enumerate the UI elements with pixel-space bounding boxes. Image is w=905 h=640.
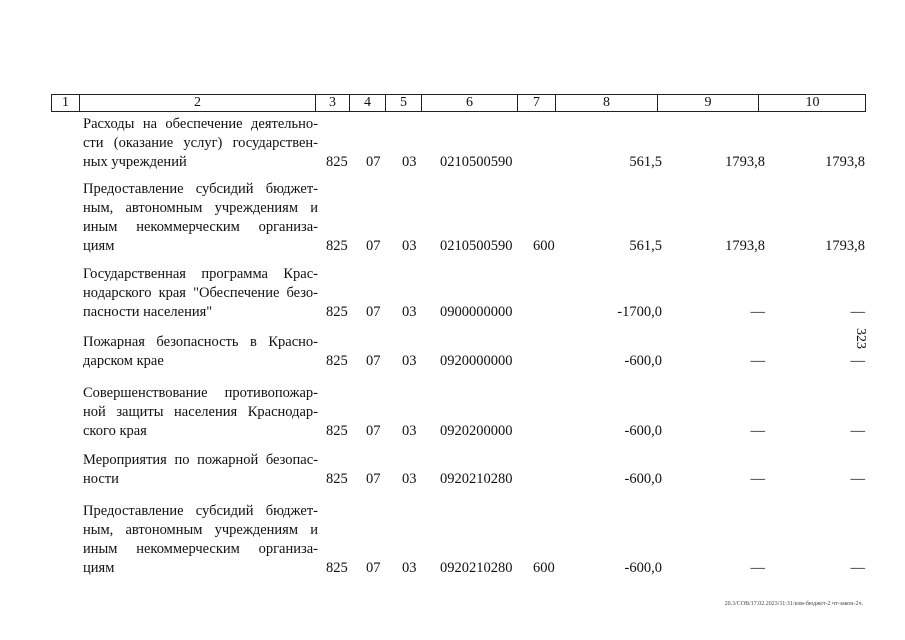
subsection-code: 03 [402,423,417,439]
amount-2024: — [750,353,765,369]
description-line: Мероприятия по пожарной безопас- [83,452,318,468]
row-description [83,451,318,489]
amount-2025: 1793,8 [825,238,865,254]
amount-2023: -600,0 [624,471,662,487]
section-code: 07 [366,238,381,254]
amount-2024: — [750,560,765,576]
dept-code: 825 [326,560,348,576]
description-line: циям [83,560,115,576]
description-line: нодарского края "Обеспечение безо- [83,285,318,301]
row-description [83,502,318,578]
description-line: Предоставление субсидий бюджет- [83,181,318,197]
amount-2025: — [850,353,865,369]
dept-code: 825 [326,304,348,320]
description-line: Расходы на обеспечение деятельно- [83,116,318,132]
description-line: дарском крае [83,353,164,369]
row-description [83,180,318,256]
amount-2025: — [850,304,865,320]
amount-2023: -600,0 [624,423,662,439]
expense-type-code: 600 [533,238,555,254]
description-line: циям [83,238,115,254]
subsection-code: 03 [402,353,417,369]
description-line: ского края [83,423,147,439]
target-article-code: 0920210280 [440,560,513,576]
amount-2025: — [850,423,865,439]
dept-code: 825 [326,353,348,369]
subsection-code: 03 [402,471,417,487]
target-article-code: 0920200000 [440,423,513,439]
subsection-code: 03 [402,560,417,576]
column-header-6: 6 [422,95,518,111]
section-code: 07 [366,154,381,170]
column-header-row [51,94,866,112]
target-article-code: 0210500590 [440,238,513,254]
section-code: 07 [366,471,381,487]
description-line: Предоставление субсидий бюджет- [83,503,318,519]
target-article-code: 0920000000 [440,353,513,369]
amount-2023: 561,5 [629,154,662,170]
dept-code: 825 [326,238,348,254]
section-code: 07 [366,304,381,320]
page-number: 323 [853,328,868,349]
amount-2024: — [750,423,765,439]
row-description [83,333,318,371]
description-line: иным некоммерческим организа- [83,541,318,557]
amount-2024: — [750,304,765,320]
description-line: сти (оказание услуг) государствен- [83,135,318,151]
row-description [83,384,318,441]
amount-2024: 1793,8 [725,154,765,170]
amount-2025: 1793,8 [825,154,865,170]
document-footer: 20.3/СОВ/17.02.2023/11:31/изм-бюджет-2 чт-закон-2ч. [724,601,863,607]
column-header-2: 2 [80,95,316,111]
description-line: Совершенствование противопожар- [83,385,318,401]
description-line: Пожарная безопасность в Красно- [83,334,318,350]
section-code: 07 [366,560,381,576]
column-header-4: 4 [350,95,386,111]
amount-2023: -600,0 [624,353,662,369]
description-line: ных учреждений [83,154,187,170]
column-header-1: 1 [52,95,80,111]
section-code: 07 [366,423,381,439]
dept-code: 825 [326,471,348,487]
description-line: ным, автономным учреждениям и [83,200,318,216]
amount-2024: — [750,471,765,487]
dept-code: 825 [326,423,348,439]
description-line: ной защиты населения Краснодар- [83,404,318,420]
row-description [83,115,318,172]
row-description [83,265,318,322]
target-article-code: 0920210280 [440,471,513,487]
column-header-8: 8 [556,95,658,111]
amount-2024: 1793,8 [725,238,765,254]
description-line: ности [83,471,119,487]
expense-type-code: 600 [533,560,555,576]
subsection-code: 03 [402,238,417,254]
amount-2025: — [850,560,865,576]
dept-code: 825 [326,154,348,170]
subsection-code: 03 [402,304,417,320]
column-header-5: 5 [386,95,422,111]
target-article-code: 0900000000 [440,304,513,320]
column-header-9: 9 [658,95,759,111]
subsection-code: 03 [402,154,417,170]
amount-2025: — [850,471,865,487]
section-code: 07 [366,353,381,369]
target-article-code: 0210500590 [440,154,513,170]
amount-2023: -1700,0 [617,304,662,320]
column-header-7: 7 [518,95,556,111]
description-line: пасности населения" [83,304,213,320]
amount-2023: -600,0 [624,560,662,576]
description-line: ным, автономным учреждениям и [83,522,318,538]
description-line: Государственная программа Крас- [83,266,318,282]
column-header-3: 3 [316,95,350,111]
column-header-10: 10 [805,95,820,110]
description-line: иным некоммерческим организа- [83,219,318,235]
amount-2023: 561,5 [629,238,662,254]
